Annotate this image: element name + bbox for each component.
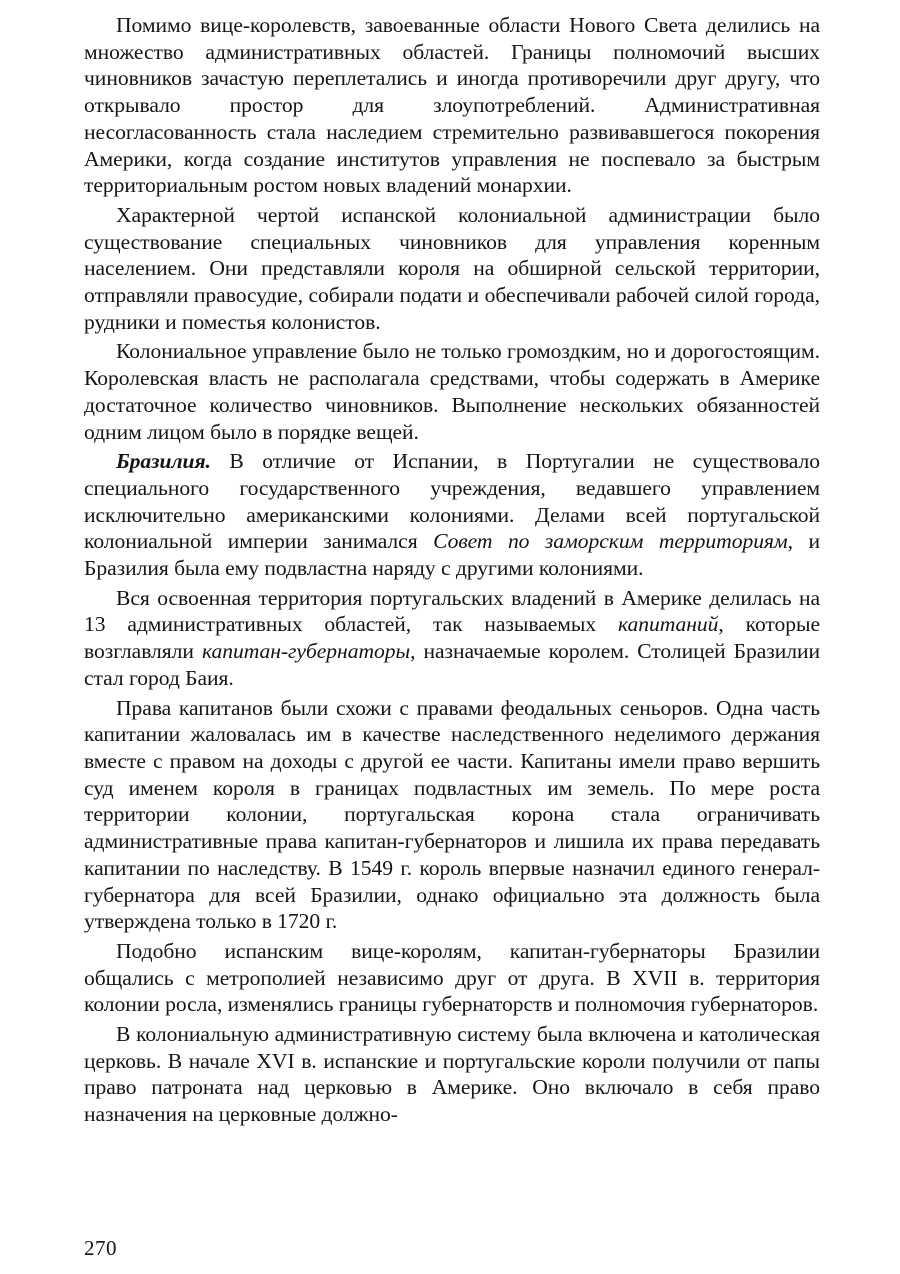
paragraph (84, 202, 820, 336)
text-fragment: В колониальную административную систему была включена и католическая церковь. В начале XVI в. испанские и португальские короли получили от папы право патроната над церковью в Америке. Оно включало в себя право назначения на церковные должно- (84, 1022, 820, 1127)
text-fragment: Колониальное управление было не только громоздким, но и дорогостоящим. Королевская власть не располагала средствами, чтобы содержать в Америке достаточное количество чиновников. Выполнение нескольких обязанностей одним лицом было в порядке вещей. (84, 339, 820, 444)
text-fragment: , которые возглавляли (84, 612, 820, 664)
paragraph (84, 448, 820, 582)
paragraph (84, 338, 820, 445)
paragraph (84, 695, 820, 935)
text-fragment: , и Бразилия была ему подвластна наряду с другими колониями. (84, 529, 820, 581)
text-fragment: Права капитанов были схожи с правами феодальных сеньоров. Одна часть капитании жаловалась им в качестве наследственного неделимого держания вместе с правом на доходы с другой ее части. Капитаны имели право вершить суд именем короля в границах подвластных им земель. По мере роста территории колонии, португальская корона стала ограничивать административные права капитан-губернаторов и лишила их права передавать капитании по наследству. В 1549 г. король впервые назначил единого генерал-губернатора для всей Бразилии, однако официально эта должность была утверждена только в 1720 г. (84, 695, 820, 934)
paragraph (84, 12, 820, 199)
italic-term: Совет по заморским территориям (433, 529, 788, 554)
text-fragment: В отличие от Испании, в Португалии не существовало специального государственного учреждения, ведавшего управлением исключительно американскими колониями. Делами всей португальской колониальной империи занимался (84, 449, 820, 554)
page-number: 270 (84, 1236, 117, 1260)
text-fragment: Подобно испанским вице-королям, капитан-губернаторы Бразилии общались с метрополией независимо друг от друга. В XVII в. территория колонии росла, изменялись границы губернаторств и полномочия губернаторов. (84, 938, 820, 1017)
text-fragment: Помимо вице-королевств, завоеванные области Нового Света делились на множество административных областей. Границы полномочий высших чиновников зачастую переплетались и иногда противоречили друг другу, что открывало простор для злоупотреблений. Административная несогласованность стала наследием стремительно развивавшегося покорения Америки, когда создание институтов управления не поспевало за быстрым территориальным ростом новых владений монархии. (84, 13, 820, 198)
italic-term: капитаний (617, 612, 719, 637)
paragraph (84, 585, 820, 692)
italic-term: капитан-губернаторы (201, 639, 411, 664)
text-fragment: Характерной чертой испанской колониальной администрации было существование специальных чиновников для управления коренным населением. Они представляли короля на обширной сельской территории, отправляли правосудие, собирали подати и обеспечивали рабочей силой города, рудники и поместья колонистов. (84, 202, 820, 334)
paragraph (84, 938, 820, 1018)
section-heading: Бразилия. (116, 449, 211, 474)
text-fragment: , назначаемые королем. Столицей Бразилии стал город Баия. (84, 639, 820, 690)
text-column (84, 12, 820, 1128)
text-fragment: Вся освоенная территория португальских владений в Америке делилась на 13 административных областей, так называемых (84, 585, 820, 637)
paragraph (84, 1021, 820, 1128)
book-page (84, 12, 820, 1192)
